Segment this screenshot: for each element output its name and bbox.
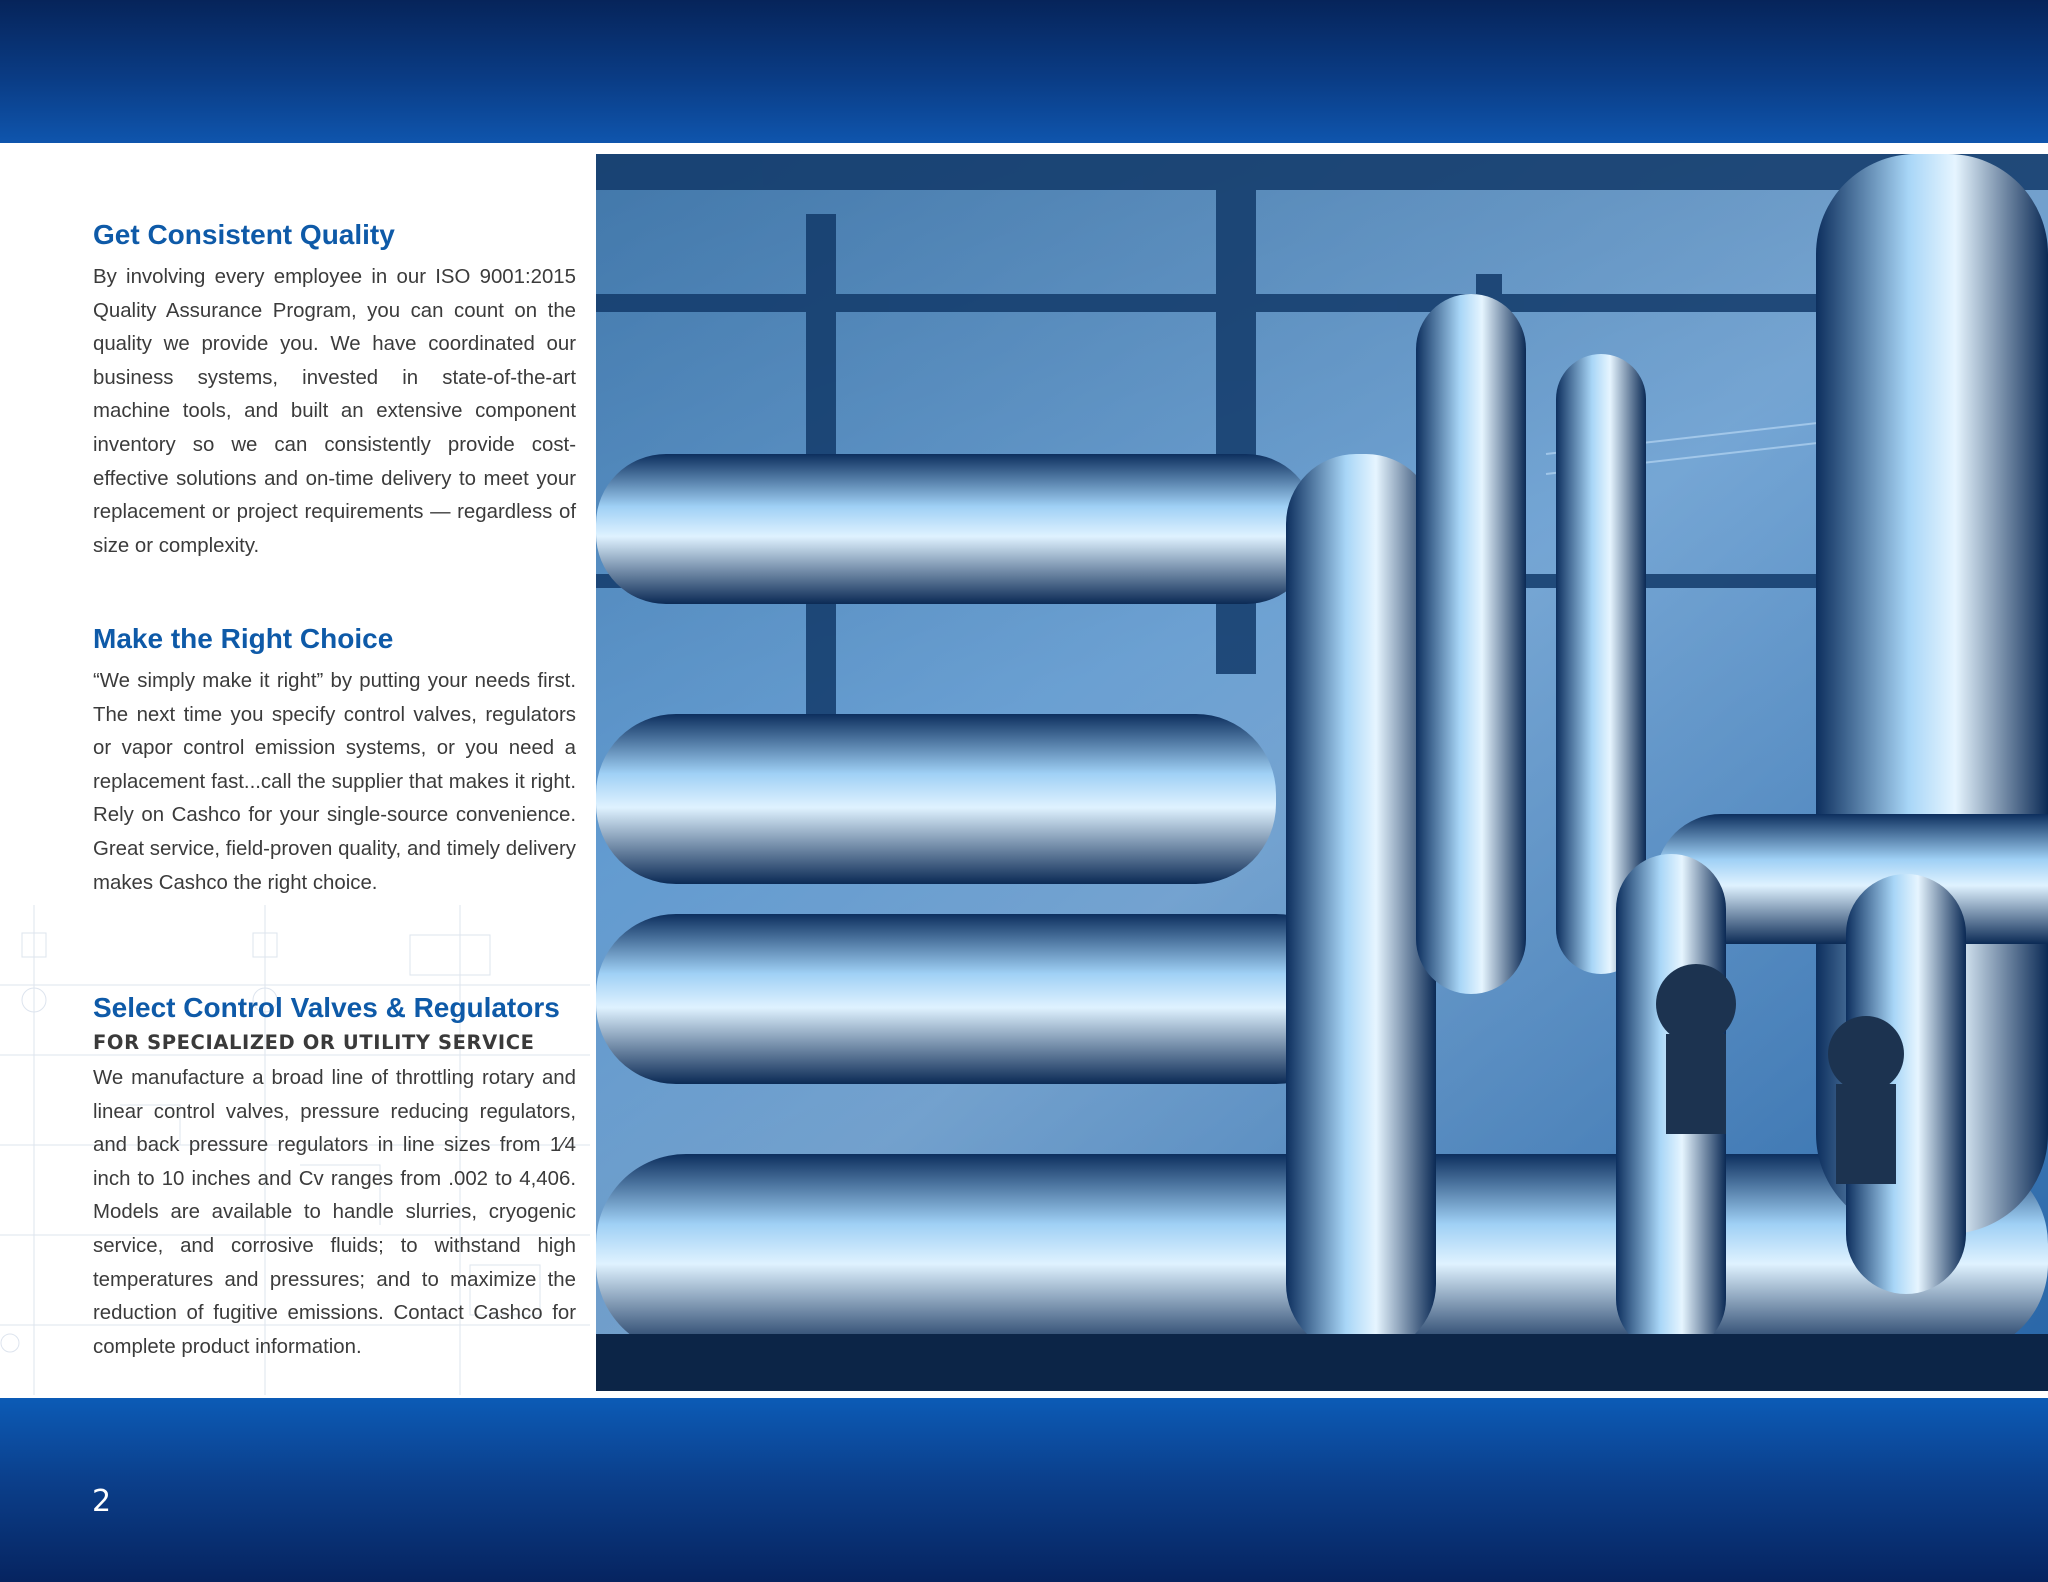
heading-right-choice: Make the Right Choice xyxy=(93,623,394,654)
heading-consistent-quality: Get Consistent Quality xyxy=(93,219,395,250)
pipes-illustration xyxy=(596,154,2048,1391)
body-control-valves: We manufacture a broad line of throttling rotary and linear control valves, pressure reducing regulators, and back pressure regulators in line sizes from 1⁄4 inch to 10 inches and Cv ranges from .002 to 4,406. Models are available to handle slurries, cryogenic service, and corrosive fluids; to withstand high temperatures and pressures; and to maximize the reduction of fugitive emissions. Contact Cashco for complete product information. xyxy=(93,1067,576,1358)
body-right-choice: “We simply make it right” by putting your needs first. The next time you specify control valves, regulators or vapor control emission systems, or you need a replacement fast...call the supplier that makes it right. Rely on Cashco for your single-source convenience. Great service, field-proven quality, and timely delivery makes Cashco the right choice. xyxy=(93,670,576,894)
page-number: 2 xyxy=(92,1484,112,1519)
industrial-pipes-photo xyxy=(596,154,2048,1391)
top-band xyxy=(0,0,2048,143)
body-consistent-quality: By involving every employee in our ISO 9001:2015 Quality Assurance Program, you can count on the quality we provide you. We have coordinated our business systems, invested in state-of-the-art machine tools, and built an extensive component inventory so we can consistently provide cost-effective solutions and on-time delivery to meet your replacement or project requirements — regardless of size or complexity. xyxy=(93,266,576,557)
section-right-choice xyxy=(93,619,576,900)
section-control-valves xyxy=(93,988,576,1364)
section-consistent-quality xyxy=(93,215,576,563)
heading-control-valves: Select Control Valves & Regulators xyxy=(93,992,560,1023)
subheading-utility-service: FOR SPECIALIZED OR UTILITY SERVICE xyxy=(93,1031,535,1054)
bottom-band xyxy=(0,1398,2048,1582)
